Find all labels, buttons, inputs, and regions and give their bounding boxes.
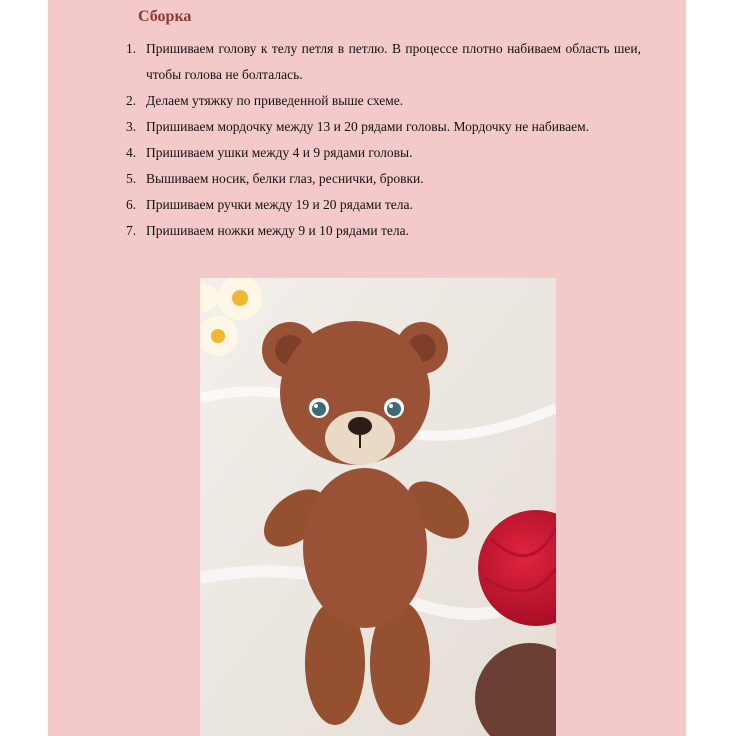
step-item [126, 88, 641, 114]
step-text: Делаем утяжку по приведенной выше схеме. [146, 93, 404, 108]
step-text: Вышиваем носик, белки глаз, реснички, бровки. [146, 171, 424, 186]
step-item [126, 140, 641, 166]
teddy-bear-photo [200, 278, 556, 736]
step-text: Пришиваем ручки между 19 и 20 рядами тела. [146, 197, 413, 212]
step-item [126, 166, 641, 192]
step-text: Пришиваем голову к телу петля в петлю. В процессе плотно набиваем область шеи, чтобы голова не болталась. [146, 41, 641, 82]
step-text: Пришиваем мордочку между 13 и 20 рядами головы. Мордочку не набиваем. [146, 119, 590, 134]
step-item [126, 36, 641, 88]
step-text: Пришиваем ножки между 9 и 10 рядами тела. [146, 223, 409, 238]
document-page [48, 0, 686, 736]
step-item [126, 114, 641, 140]
step-number: 6. [126, 197, 137, 212]
assembly-steps-list [126, 36, 641, 244]
step-number: 1. [126, 41, 137, 56]
step-number: 4. [126, 145, 137, 160]
teddy-bear-illustration [200, 278, 556, 736]
step-item [126, 218, 641, 244]
step-number: 2. [126, 93, 137, 108]
step-item [126, 192, 641, 218]
section-heading: Сборка [138, 8, 192, 25]
step-number: 3. [126, 119, 137, 134]
step-text: Пришиваем ушки между 4 и 9 рядами головы. [146, 145, 413, 160]
step-number: 7. [126, 223, 137, 238]
step-number: 5. [126, 171, 137, 186]
